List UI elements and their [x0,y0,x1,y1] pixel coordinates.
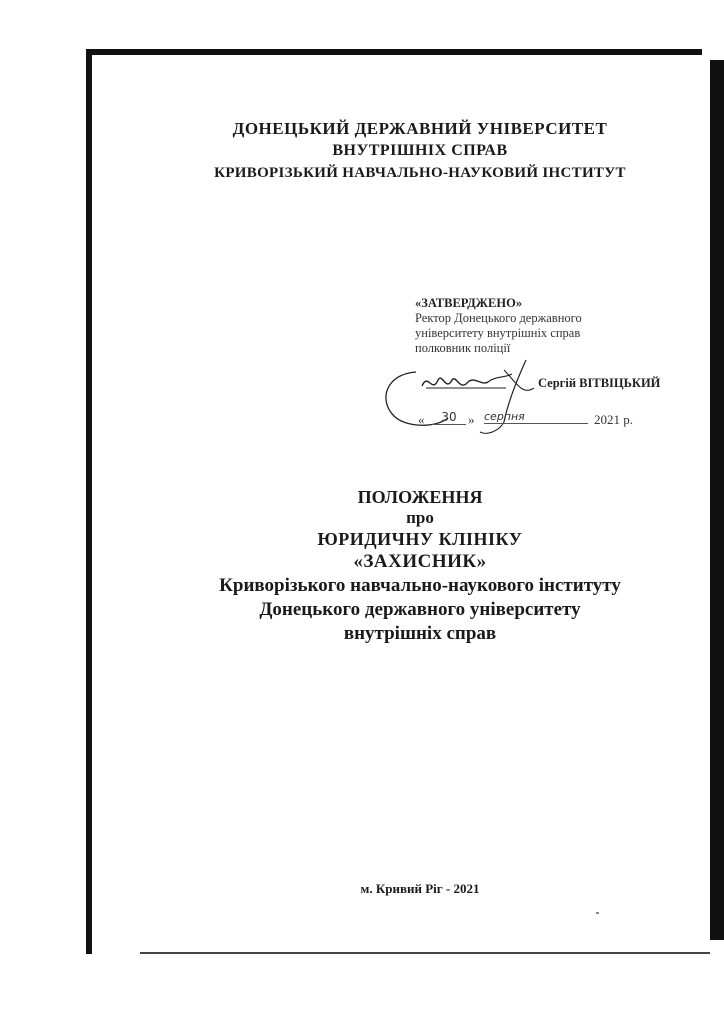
approval-month: серпня [484,410,588,424]
approval-block [415,296,705,390]
university-name-line1: ДОНЕЦЬКИЙ ДЕРЖАВНИЙ УНІВЕРСИТЕТ [232,119,608,138]
approver-rank: полковник поліції [415,341,511,355]
scan-border-top [86,49,702,55]
approver-name: Сергій ВІТВІЦЬКИЙ [538,376,661,390]
document-header [150,118,690,184]
scan-border-bottom [140,952,710,954]
approval-day: 30 [432,410,466,425]
date-quote-close: » [468,412,475,427]
approver-position-line2: університету внутрішніх справ [415,326,581,340]
scan-border-right [710,60,724,940]
university-name-line2: ВНУТРІШНІХ СПРАВ [332,142,508,159]
title-university-line: Донецького державного університету [259,599,581,620]
place-and-year: м. Кривий Ріг - 2021 [360,881,480,896]
institute-name: КРИВОРІЗЬКИЙ НАВЧАЛЬНО-НАУКОВИЙ ІНСТИТУТ [214,165,626,181]
approval-date [418,412,658,432]
approval-year: 2021 р. [594,412,633,427]
scan-speck [596,912,599,914]
approver-position-line1: Ректор Донецького державного [415,311,582,325]
document-title-block [140,486,700,646]
title-institute-line: Криворізького навчально-наукового інституту [219,575,621,596]
title-affairs-line: внутрішніх справ [343,623,497,644]
clinic-name: «ЗАХИСНИК» [353,551,487,572]
document-type: ПОЛОЖЕННЯ [357,487,483,507]
title-preposition: про [406,508,434,527]
clinic-type: ЮРИДИЧНУ КЛІНІКУ [317,529,523,549]
approval-stamp: «ЗАТВЕРДЖЕНО» [415,296,523,310]
scan-border-left [86,49,92,954]
date-quote-open: « [418,412,425,427]
